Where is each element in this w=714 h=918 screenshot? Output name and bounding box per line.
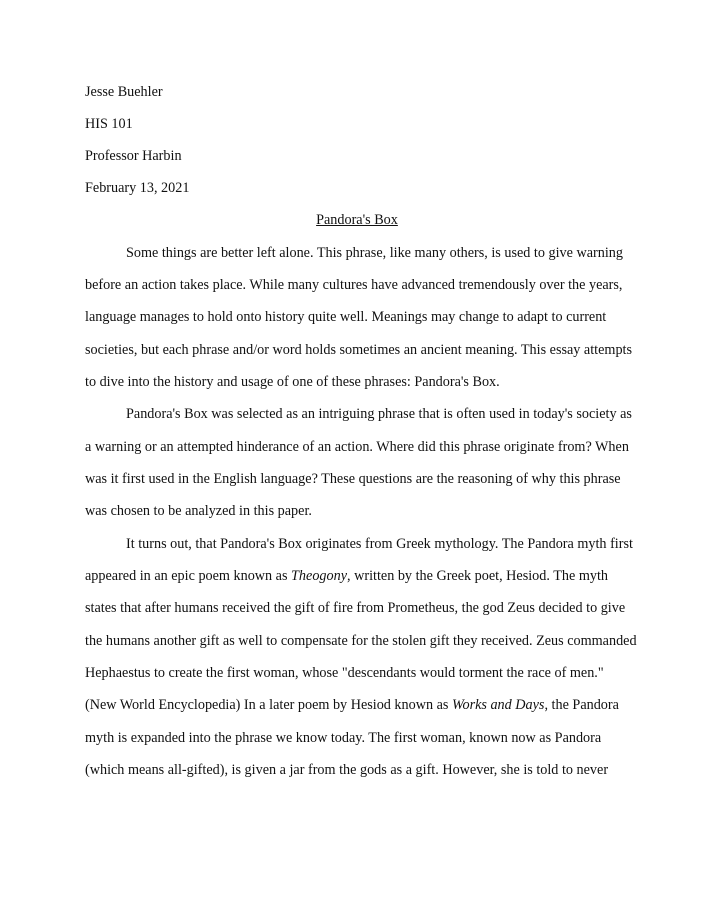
paragraph-1-line-4: societies, but each phrase and/or word holds sometimes an ancient meaning. This essay attempts bbox=[85, 342, 633, 358]
paragraph-2-line-4: was chosen to be analyzed in this paper. bbox=[85, 503, 312, 519]
paragraph-3-line-8: (which means all-gifted), is given a jar from the gods as a gift. However, she is told to never bbox=[85, 762, 609, 778]
text-segment: (New World Encyclopedia) In a later poem by Hesiod known as bbox=[85, 697, 452, 713]
paragraph-2-line-1: Pandora's Box was selected as an intriguing phrase that is often used in today's society as bbox=[126, 406, 632, 422]
paragraph-3-line-4: the humans another gift as well to compensate for the stolen gift they received. Zeus commanded bbox=[85, 633, 637, 649]
paragraph-3-line-5: Hephaestus to create the first woman, whose "descendants would torment the race of men." bbox=[85, 665, 604, 681]
essay-title: Pandora's Box bbox=[316, 212, 398, 228]
paragraph-1-line-1: Some things are better left alone. This phrase, like many others, is used to give warning bbox=[126, 245, 623, 261]
text-segment: , the Pandora bbox=[544, 697, 619, 713]
paragraph-1-line-3: language manages to hold onto history quite well. Meanings may change to adapt to current bbox=[85, 309, 607, 325]
theogony-title: Theogony bbox=[291, 568, 348, 584]
paragraph-3-line-3: states that after humans received the gift of fire from Prometheus, the god Zeus decided to give bbox=[85, 600, 626, 616]
course-name: HIS 101 bbox=[85, 116, 133, 132]
paragraph-2-line-2: a warning or an attempted hinderance of an action. Where did this phrase originate from? When bbox=[85, 439, 629, 455]
text-segment: appeared in an epic poem known as bbox=[85, 568, 292, 584]
paragraph-3-line-7: myth is expanded into the phrase we know today. The first woman, known now as Pandora bbox=[85, 730, 602, 746]
paragraph-1-line-5: to dive into the history and usage of one of these phrases: Pandora's Box. bbox=[85, 374, 500, 390]
professor-name: Professor Harbin bbox=[85, 148, 182, 164]
works-and-days-title: Works and Days bbox=[451, 697, 545, 713]
paragraph-3-line-1: It turns out, that Pandora's Box originates from Greek mythology. The Pandora myth first bbox=[126, 536, 633, 552]
document-date: February 13, 2021 bbox=[85, 180, 190, 196]
paragraph-3-line-6 bbox=[85, 696, 619, 714]
paragraph-2-line-3: was it first used in the English language? These questions are the reasoning of why this phrase bbox=[85, 471, 621, 487]
author-name: Jesse Buehler bbox=[85, 84, 163, 100]
text-segment: , written by the Greek poet, Hesiod. The myth bbox=[347, 568, 608, 584]
paragraph-1-line-2: before an action takes place. While many cultures have advanced tremendously over the years, bbox=[85, 277, 623, 293]
paragraph-3-line-2 bbox=[85, 567, 608, 585]
